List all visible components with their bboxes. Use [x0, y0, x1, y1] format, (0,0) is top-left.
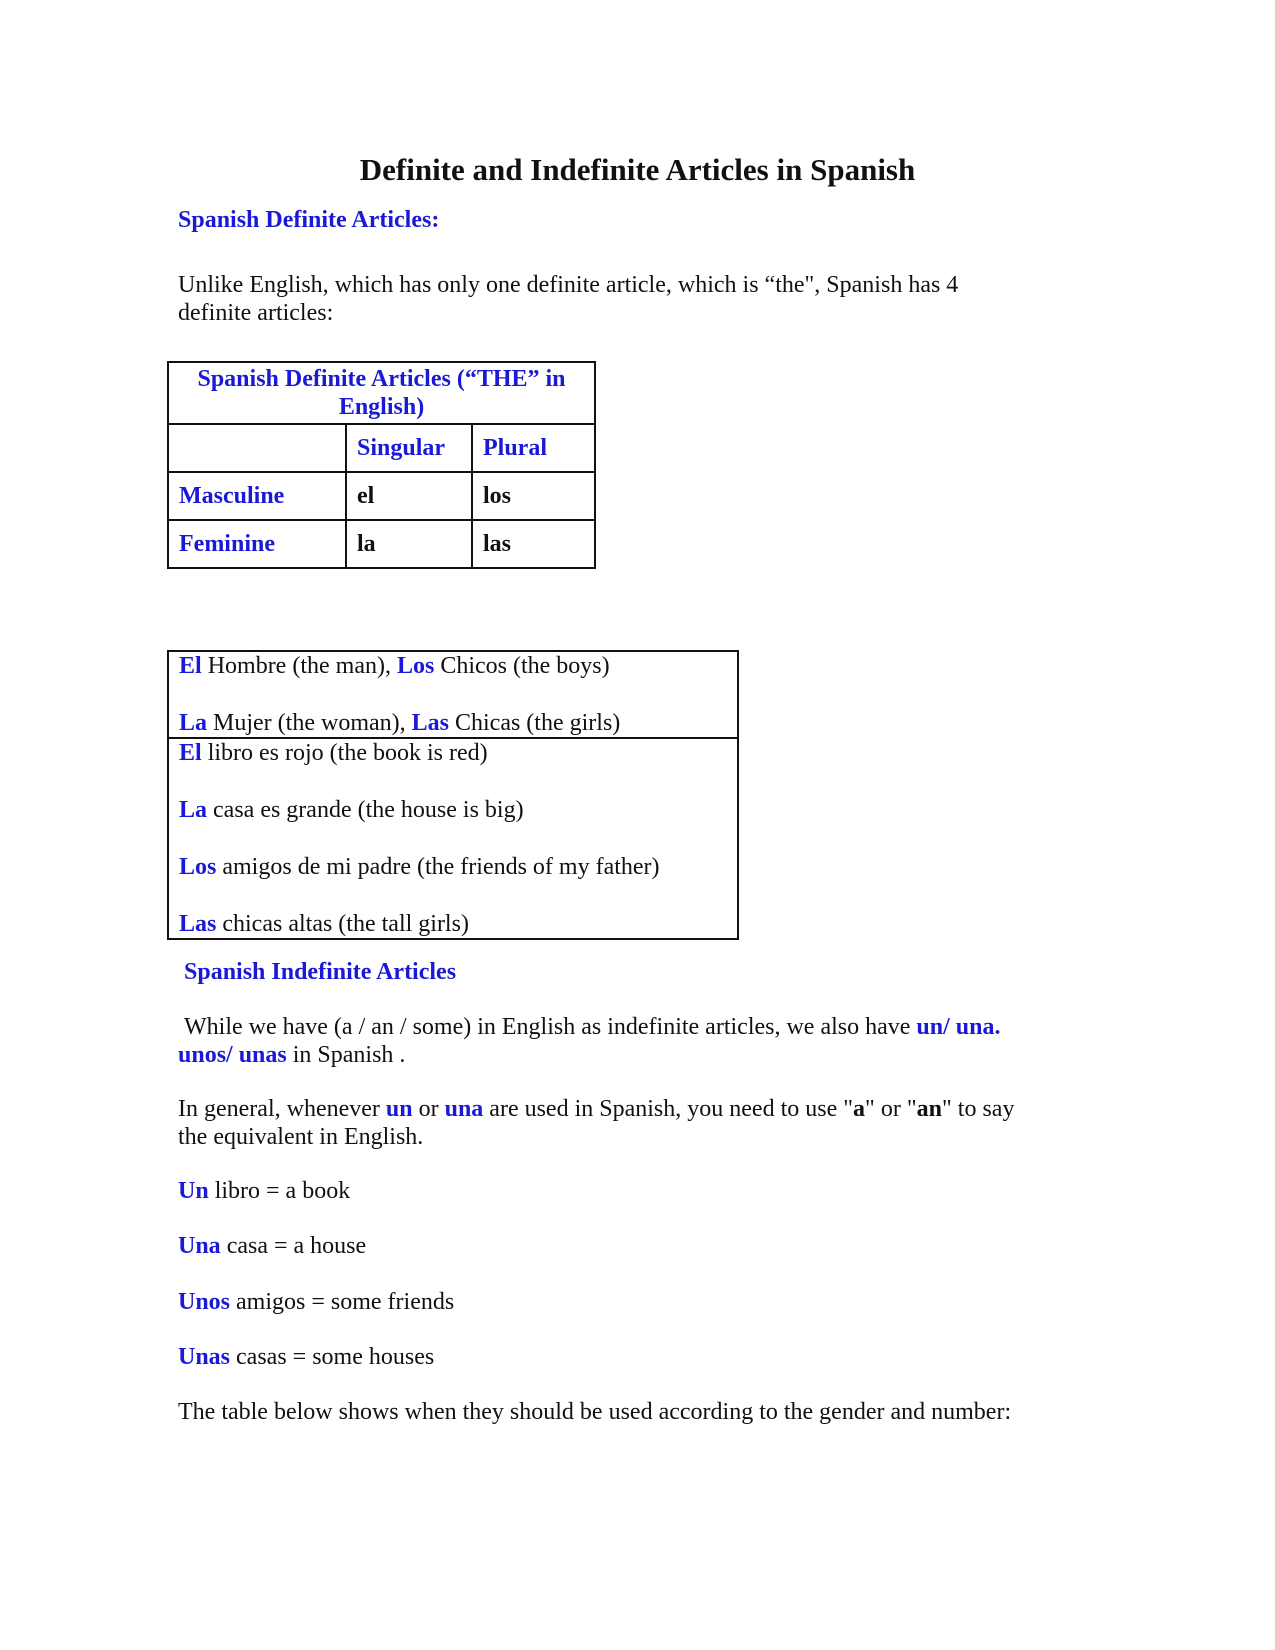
examples-table: [167, 650, 739, 940]
table-caption-line-1: Spanish Definite Articles (“THE” in: [197, 366, 566, 392]
article: El: [179, 740, 202, 766]
indefinite-para-line-2: [178, 1041, 405, 1069]
cell-masculine-plural: los: [472, 472, 595, 520]
para-text: " or ": [865, 1096, 917, 1122]
row-label-masculine: Masculine: [168, 472, 346, 520]
example-line: [179, 739, 727, 767]
article: La: [179, 710, 208, 736]
list-item: [178, 1232, 366, 1260]
example-text: casa es grande (the house is big): [207, 797, 524, 823]
empty-header-cell: [168, 424, 346, 472]
table-caption-line-2: English): [338, 394, 425, 420]
list-item: [178, 1343, 434, 1371]
article: La: [179, 797, 208, 823]
example-text: Chicos (the boys): [434, 653, 610, 679]
intro-line-2: definite articles:: [178, 300, 334, 326]
para-text: or: [412, 1096, 445, 1122]
table-caption: [168, 362, 595, 424]
example-line: [179, 910, 727, 938]
para-text: While we have (a / an / some) in English as indefinite articles, we also have: [184, 1014, 917, 1040]
row-label-feminine: Feminine: [168, 520, 346, 568]
article: una: [444, 1096, 484, 1122]
examples-row-plural: [168, 651, 738, 738]
english-article: a: [853, 1096, 866, 1122]
closing-text: The table below shows when they should be used according to the gender and number:: [178, 1399, 1012, 1425]
table-row: [168, 472, 595, 520]
article: un/ una.: [916, 1014, 1001, 1040]
list-item: [178, 1177, 350, 1205]
article: Una: [178, 1233, 221, 1259]
example-text: amigos de mi padre (the friends of my father): [216, 854, 660, 880]
intro-line-1: Unlike English, which has only one definite article, which is “the", Spanish has 4: [178, 272, 959, 298]
article: Las: [411, 710, 449, 736]
general-rule-line-1: [178, 1095, 1014, 1123]
article: Unas: [178, 1344, 231, 1370]
example-line: [179, 709, 727, 737]
example-text: Hombre (the man),: [201, 653, 397, 679]
examples-row-sentences: [168, 738, 738, 939]
example-text: Chicas (the girls): [448, 710, 621, 736]
example-line: [179, 853, 727, 881]
cell-masculine-singular: el: [346, 472, 472, 520]
example-line: [179, 652, 727, 680]
general-rule-line-2: the equivalent in English.: [178, 1124, 424, 1150]
list-item: [178, 1288, 454, 1316]
para-text: in Spanish .: [286, 1042, 406, 1068]
english-article: an: [916, 1096, 942, 1122]
article: Los: [396, 653, 435, 679]
example-text: libro es rojo (the book is red): [201, 740, 488, 766]
article: Un: [178, 1178, 209, 1204]
example-text: libro = a book: [208, 1178, 351, 1204]
cell-feminine-plural: las: [472, 520, 595, 568]
table-row: [168, 520, 595, 568]
indefinite-articles-heading: Spanish Indefinite Articles: [184, 959, 457, 985]
article: un: [385, 1096, 413, 1122]
article: Las: [179, 911, 217, 937]
example-text: casa = a house: [220, 1233, 367, 1259]
example-line: [179, 796, 727, 824]
para-text: are used in Spanish, you need to use ": [483, 1096, 854, 1122]
example-text: chicas altas (the tall girls): [216, 911, 469, 937]
example-text: Mujer (the woman),: [207, 710, 412, 736]
indefinite-para-line-1: [184, 1013, 1000, 1041]
definite-articles-heading: Spanish Definite Articles:: [178, 207, 440, 233]
example-text: casas = some houses: [230, 1344, 435, 1370]
para-text: " to say: [941, 1096, 1015, 1122]
para-text: In general, whenever: [178, 1096, 386, 1122]
article: unos/ unas: [178, 1042, 287, 1068]
column-header-plural: Plural: [472, 424, 595, 472]
page-title: Definite and Indefinite Articles in Spanish: [359, 152, 916, 187]
article: Unos: [178, 1289, 231, 1315]
column-header-singular: Singular: [346, 424, 472, 472]
example-text: amigos = some friends: [230, 1289, 455, 1315]
definite-articles-table: [167, 361, 596, 569]
article: El: [179, 653, 202, 679]
article: Los: [179, 854, 217, 880]
cell-feminine-singular: la: [346, 520, 472, 568]
